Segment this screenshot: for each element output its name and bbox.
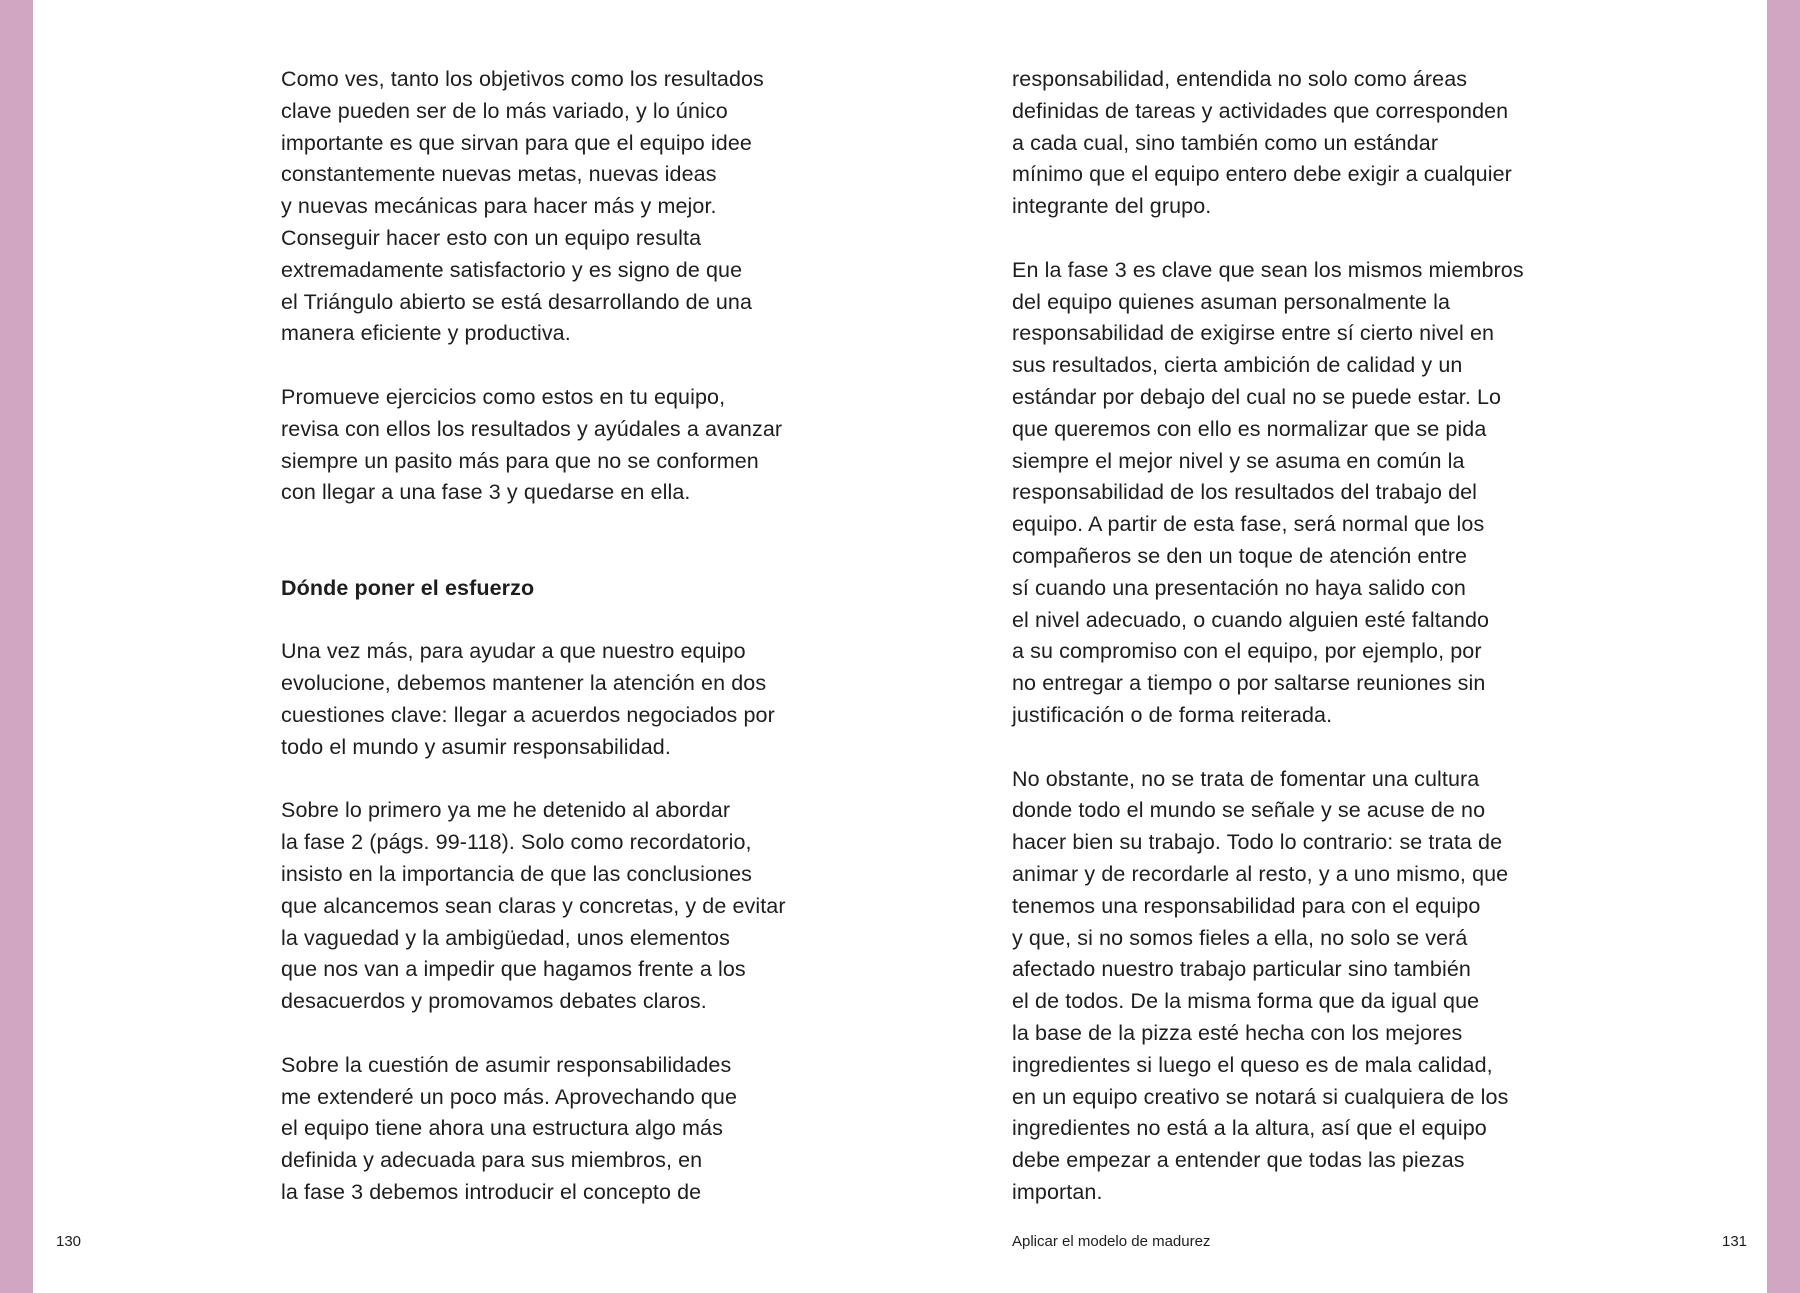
text-line: a cada cual, sino también como un estándar xyxy=(1012,130,1439,155)
section-spacer xyxy=(281,509,821,573)
text-line: justificación o de forma reiterada. xyxy=(1012,702,1333,727)
paragraph xyxy=(1012,64,1552,223)
text-line: En la fase 3 es clave que sean los mismos miembros xyxy=(1012,257,1524,282)
text-line: insisto en la importancia de que las conclusiones xyxy=(281,861,753,886)
text-line: equipo. A partir de esta fase, será normal que los xyxy=(1012,512,1485,537)
text-line: No obstante, no se trata de fomentar una cultura xyxy=(1012,766,1480,791)
paragraph-spacer xyxy=(281,1018,821,1050)
text-line: del equipo quienes asuman personalmente la xyxy=(1012,289,1451,314)
text-line: clave pueden ser de lo más variado, y lo único xyxy=(281,98,728,123)
text-line: donde todo el mundo se señale y se acuse de no xyxy=(1012,798,1486,823)
text-line: definidas de tareas y actividades que corresponden xyxy=(1012,98,1509,123)
text-line: con llegar a una fase 3 y quedarse en ella. xyxy=(281,480,691,505)
text-line: el equipo tiene ahora una estructura algo más xyxy=(281,1116,723,1141)
text-line: responsabilidad de exigirse entre sí cierto nivel en xyxy=(1012,321,1495,346)
text-line: importante es que sirvan para que el equipo idee xyxy=(281,130,752,155)
text-line: a su compromiso con el equipo, por ejemplo, por xyxy=(1012,639,1482,664)
paragraph-spacer xyxy=(281,605,821,637)
paragraph xyxy=(281,1050,821,1209)
paragraph-spacer xyxy=(281,764,821,796)
paragraph-spacer xyxy=(281,350,821,382)
text-line: definida y adecuada para sus miembros, en xyxy=(281,1148,703,1173)
text-line: animar y de recordarle al resto, y a uno mismo, que xyxy=(1012,861,1509,886)
text-line: revisa con ellos los resultados y ayúdales a avanzar xyxy=(281,416,783,441)
text-line: ingredientes no está a la altura, así que el equipo xyxy=(1012,1116,1487,1141)
paragraph xyxy=(281,64,821,350)
text-line: siempre el mejor nivel y se asuma en común la xyxy=(1012,448,1465,473)
text-line: que alcancemos sean claras y concretas, y de evitar xyxy=(281,893,786,918)
left-page-body xyxy=(281,64,821,1209)
text-line: Promueve ejercicios como estos en tu equipo, xyxy=(281,384,726,409)
text-line: importan. xyxy=(1012,1179,1103,1204)
text-line: el de todos. De la misma forma que da igual que xyxy=(1012,989,1480,1014)
paragraph-spacer xyxy=(1012,223,1552,255)
text-line: no entregar a tiempo o por saltarse reuniones sin xyxy=(1012,671,1486,696)
paragraph xyxy=(281,636,821,763)
paragraph xyxy=(1012,764,1552,1209)
text-line: evolucione, debemos mantener la atención en dos xyxy=(281,671,767,696)
text-line: y nuevas mecánicas para hacer más y mejor. xyxy=(281,194,717,219)
text-line: hacer bien su trabajo. Todo lo contrario: se trata de xyxy=(1012,830,1503,855)
text-line: mínimo que el equipo entero debe exigir a cualquier xyxy=(1012,162,1512,187)
text-line: manera eficiente y productiva. xyxy=(281,321,571,346)
text-line: responsabilidad, entendida no solo como áreas xyxy=(1012,67,1468,91)
text-line: Conseguir hacer esto con un equipo resulta xyxy=(281,225,702,250)
text-line: cuestiones clave: llegar a acuerdos negociados por xyxy=(281,702,775,727)
text-line: y que, si no somos fieles a ella, no solo se verá xyxy=(1012,925,1468,950)
text-line: que nos van a impedir que hagamos frente a los xyxy=(281,957,746,982)
text-line: Sobre lo primero ya me he detenido al abordar xyxy=(281,798,731,823)
text-line: ingredientes si luego el queso es de mala calidad, xyxy=(1012,1052,1493,1077)
right-page-body xyxy=(1012,64,1552,1209)
text-line: desacuerdos y promovamos debates claros. xyxy=(281,989,707,1014)
text-line: la base de la pizza esté hecha con los mejores xyxy=(1012,1020,1463,1045)
text-line: Una vez más, para ayudar a que nuestro equipo xyxy=(281,639,746,664)
text-line: la fase 3 debemos introducir el concepto de xyxy=(281,1179,702,1204)
text-line: en un equipo creativo se notará si cualquiera de los xyxy=(1012,1084,1509,1109)
text-line: compañeros se den un toque de atención entre xyxy=(1012,543,1468,568)
right-page-edge-band xyxy=(1767,0,1800,1293)
text-line: sus resultados, cierta ambición de calidad y un xyxy=(1012,353,1463,378)
text-line: siempre un pasito más para que no se conformen xyxy=(281,448,759,473)
text-line: todo el mundo y asumir responsabilidad. xyxy=(281,734,671,759)
text-line: integrante del grupo. xyxy=(1012,194,1212,219)
text-line: responsabilidad de los resultados del trabajo del xyxy=(1012,480,1478,505)
text-line: Sobre la cuestión de asumir responsabilidades xyxy=(281,1052,732,1077)
text-line: constantemente nuevas metas, nuevas ideas xyxy=(281,162,717,187)
text-line: que queremos con ello es normalizar que se pida xyxy=(1012,416,1487,441)
text-line: tenemos una responsabilidad para con el equipo xyxy=(1012,893,1481,918)
running-title: Aplicar el modelo de madurez xyxy=(1012,1233,1211,1250)
text-line: el Triángulo abierto se está desarrollando de una xyxy=(281,289,753,314)
text-line: afectado nuestro trabajo particular sino también xyxy=(1012,957,1471,982)
text-line: el nivel adecuado, o cuando alguien esté faltando xyxy=(1012,607,1490,632)
paragraph xyxy=(1012,255,1552,732)
text-line: la fase 2 (págs. 99-118). Solo como recordatorio, xyxy=(281,830,752,855)
text-line: Como ves, tanto los objetivos como los resultados xyxy=(281,67,764,91)
left-page-edge-band xyxy=(0,0,33,1293)
section-heading: Dónde poner el esfuerzo xyxy=(281,575,535,600)
left-page-number: 130 xyxy=(56,1233,82,1250)
text-line: me extenderé un poco más. Aprovechando que xyxy=(281,1084,738,1109)
paragraph-spacer xyxy=(1012,732,1552,764)
right-page-number: 131 xyxy=(1722,1233,1748,1250)
text-line: extremadamente satisfactorio y es signo de que xyxy=(281,257,743,282)
text-line: la vaguedad y la ambigüedad, unos elementos xyxy=(281,925,730,950)
paragraph xyxy=(281,795,821,1018)
paragraph xyxy=(281,382,821,509)
text-line: sí cuando una presentación no haya salido con xyxy=(1012,575,1466,600)
text-line: debe empezar a entender que todas las piezas xyxy=(1012,1148,1465,1173)
text-line: estándar por debajo del cual no se puede estar. Lo xyxy=(1012,384,1502,409)
